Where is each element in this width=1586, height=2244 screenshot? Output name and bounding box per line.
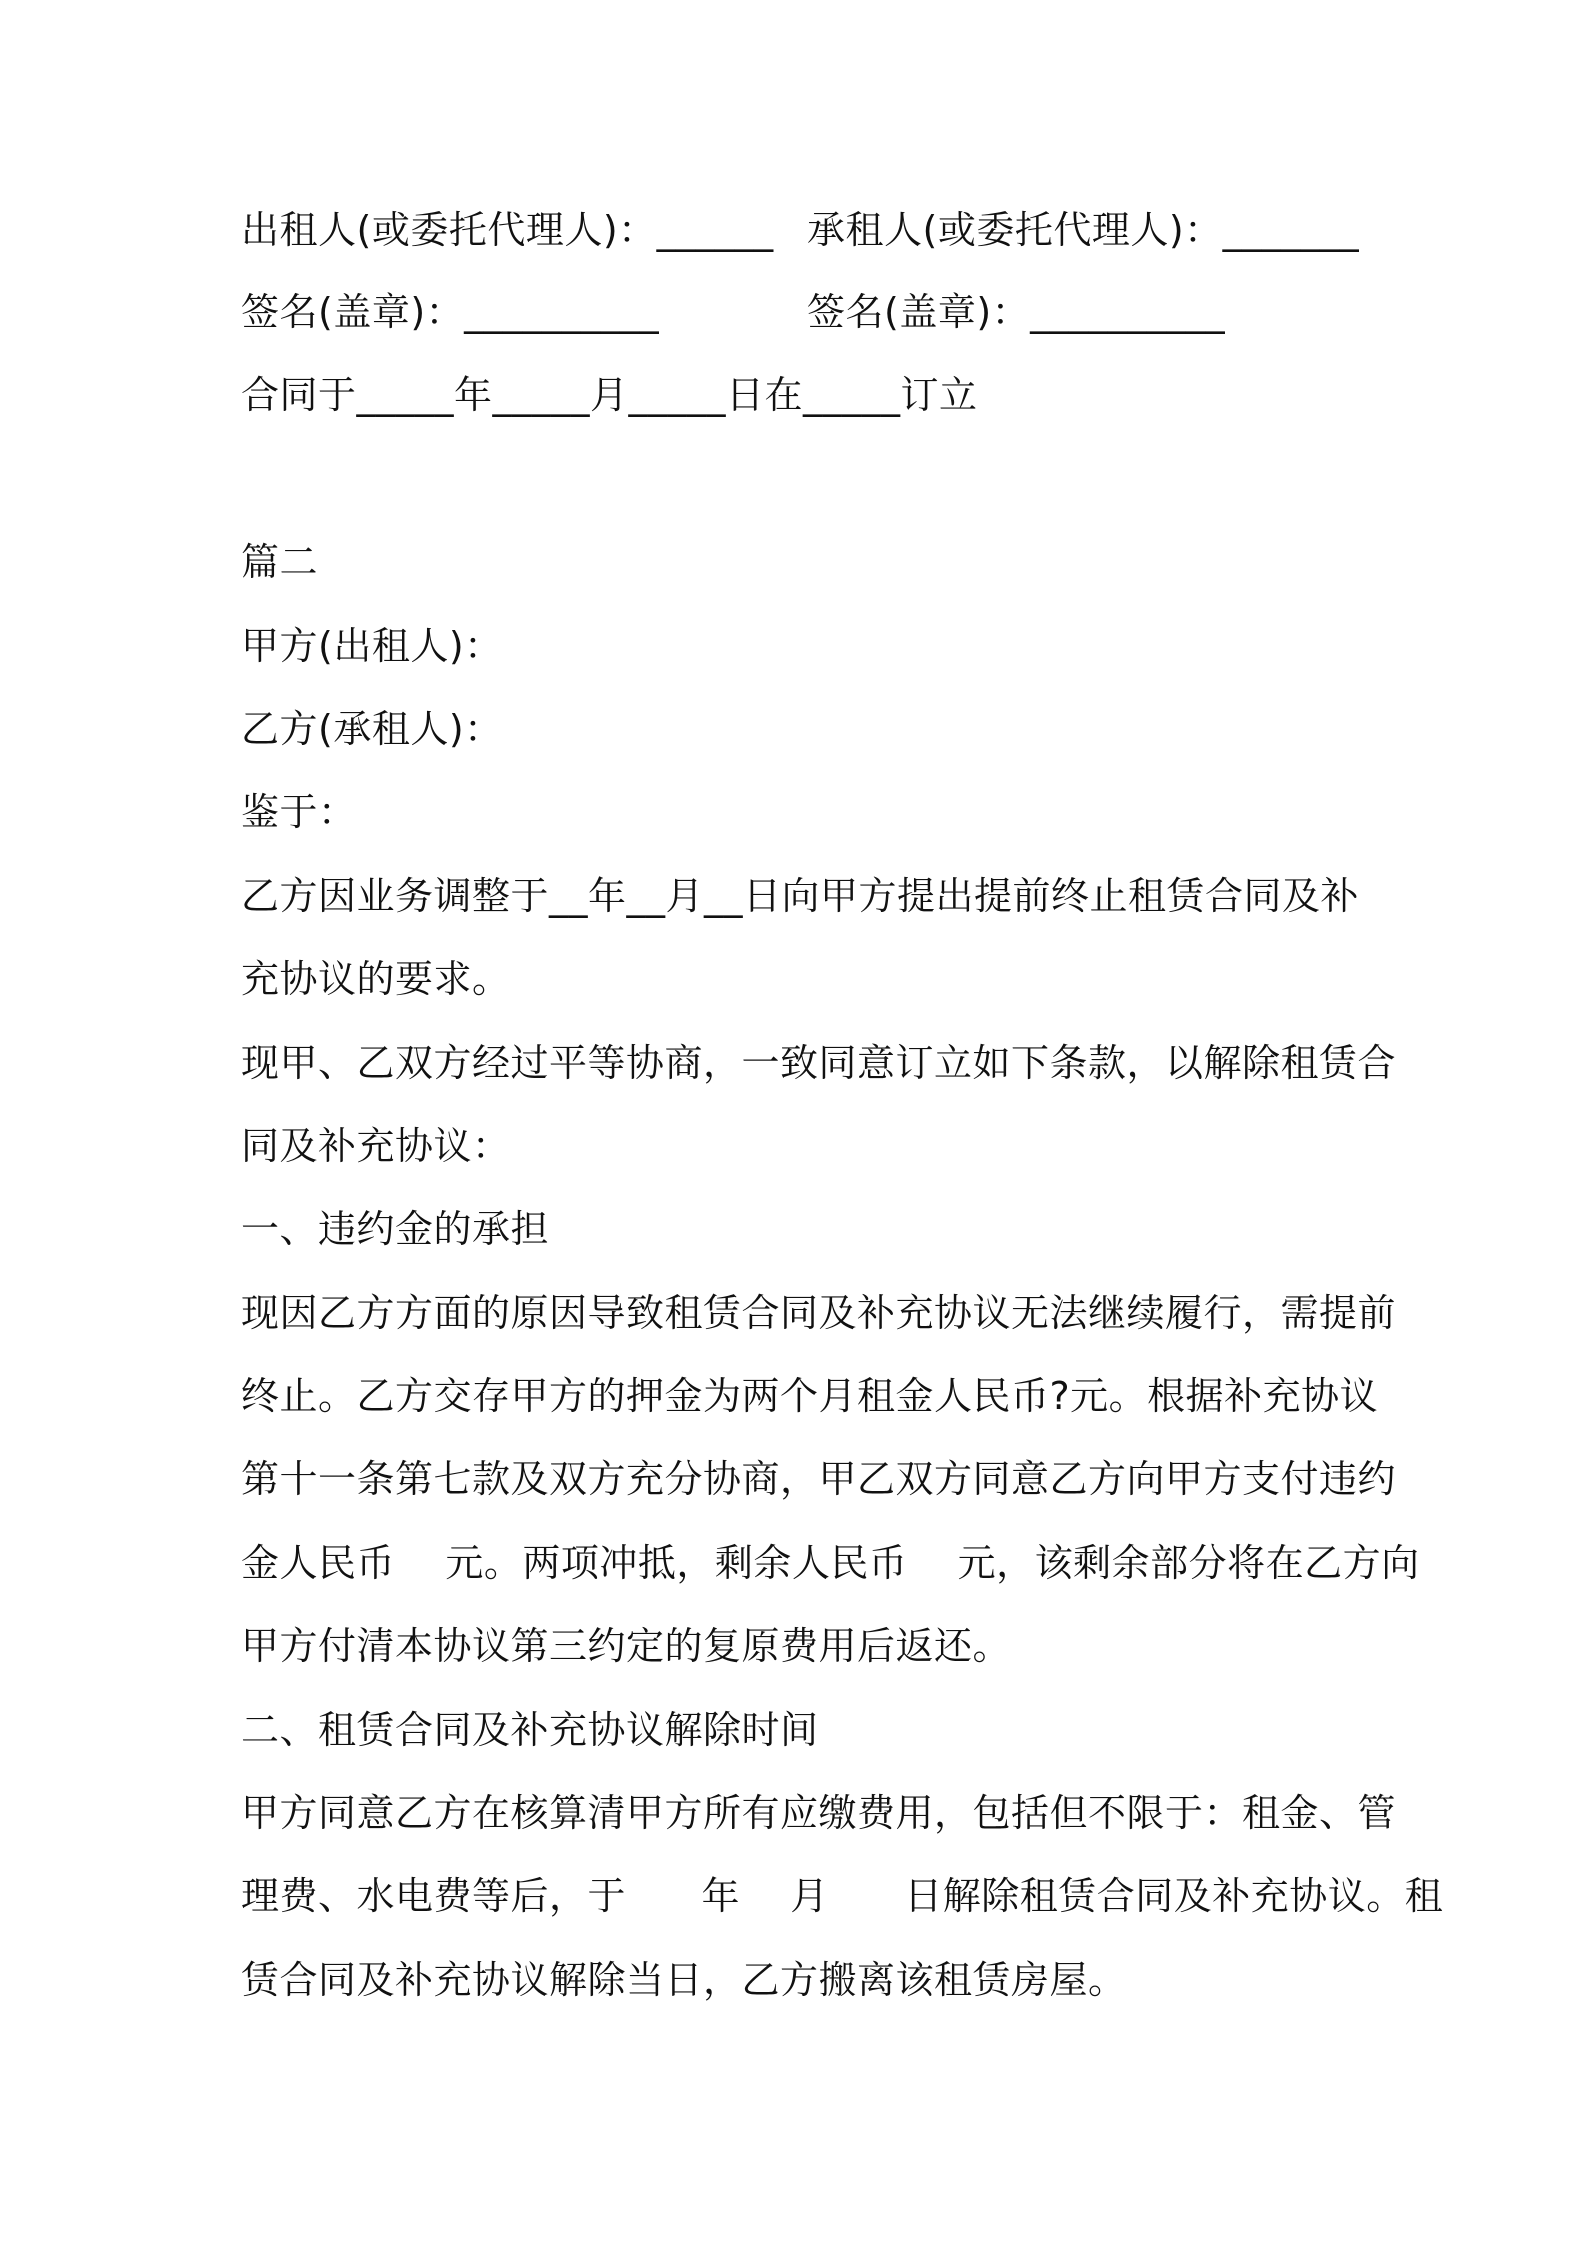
paragraph-4-line-2: 理费、水电费等后，于 年 月 日解除租赁合同及补充协议。租 [241,1874,1444,1918]
paragraph-2-line-1: 现甲、乙双方经过平等协商，一致同意订立如下条款，以解除租赁合 [241,1041,1397,1085]
paragraph-3-line-2: 终止。乙方交存甲方的押金为两个月租金人民币?元。根据补充协议 [241,1374,1379,1418]
lessee-agent-line: 承租人(或委托代理人)：_______ [807,208,1360,252]
paragraph-3-line-3: 第十一条第七款及双方充分协商，甲乙双方同意乙方向甲方支付违约 [241,1457,1397,1501]
paragraph-1-line-1: 乙方因业务调整于__年__月__日向甲方提出提前终止租赁合同及补 [241,874,1360,918]
lessor-agent-line: 出租人(或委托代理人)：______ [241,208,774,252]
paragraph-2-line-2: 同及补充协议： [241,1124,511,1168]
paragraph-4-line-1: 甲方同意乙方在核算清甲方所有应缴费用，包括但不限于：租金、管 [241,1791,1397,1835]
paragraph-1-line-2: 充协议的要求。 [241,957,511,1001]
lessor-signature-line: 签名(盖章)：__________ [241,290,660,334]
paragraph-3-line-5: 甲方付清本协议第三约定的复原费用后返还。 [241,1624,1012,1668]
paragraph-3-line-1: 现因乙方方面的原因导致租赁合同及补充协议无法继续履行，需提前 [241,1291,1397,1335]
party-a-line: 甲方(出租人)： [241,624,503,668]
heading-penalty: 一、违约金的承担 [241,1207,550,1251]
whereas-line: 鉴于： [241,790,357,834]
paragraph-3-line-4: 金人民币 元。两项冲抵，剩余人民币 元，该剩余部分将在乙方向 [241,1541,1420,1585]
section-title: 篇二 [241,540,319,584]
heading-termination-time: 二、租赁合同及补充协议解除时间 [241,1708,819,1752]
paragraph-4-line-3: 赁合同及补充协议解除当日，乙方搬离该租赁房屋。 [241,1958,1127,2002]
party-b-line: 乙方(承租人)： [241,707,503,751]
lessee-signature-line: 签名(盖章)：__________ [807,290,1226,334]
contract-date-line: 合同于_____年_____月_____日在_____订立 [241,373,978,417]
